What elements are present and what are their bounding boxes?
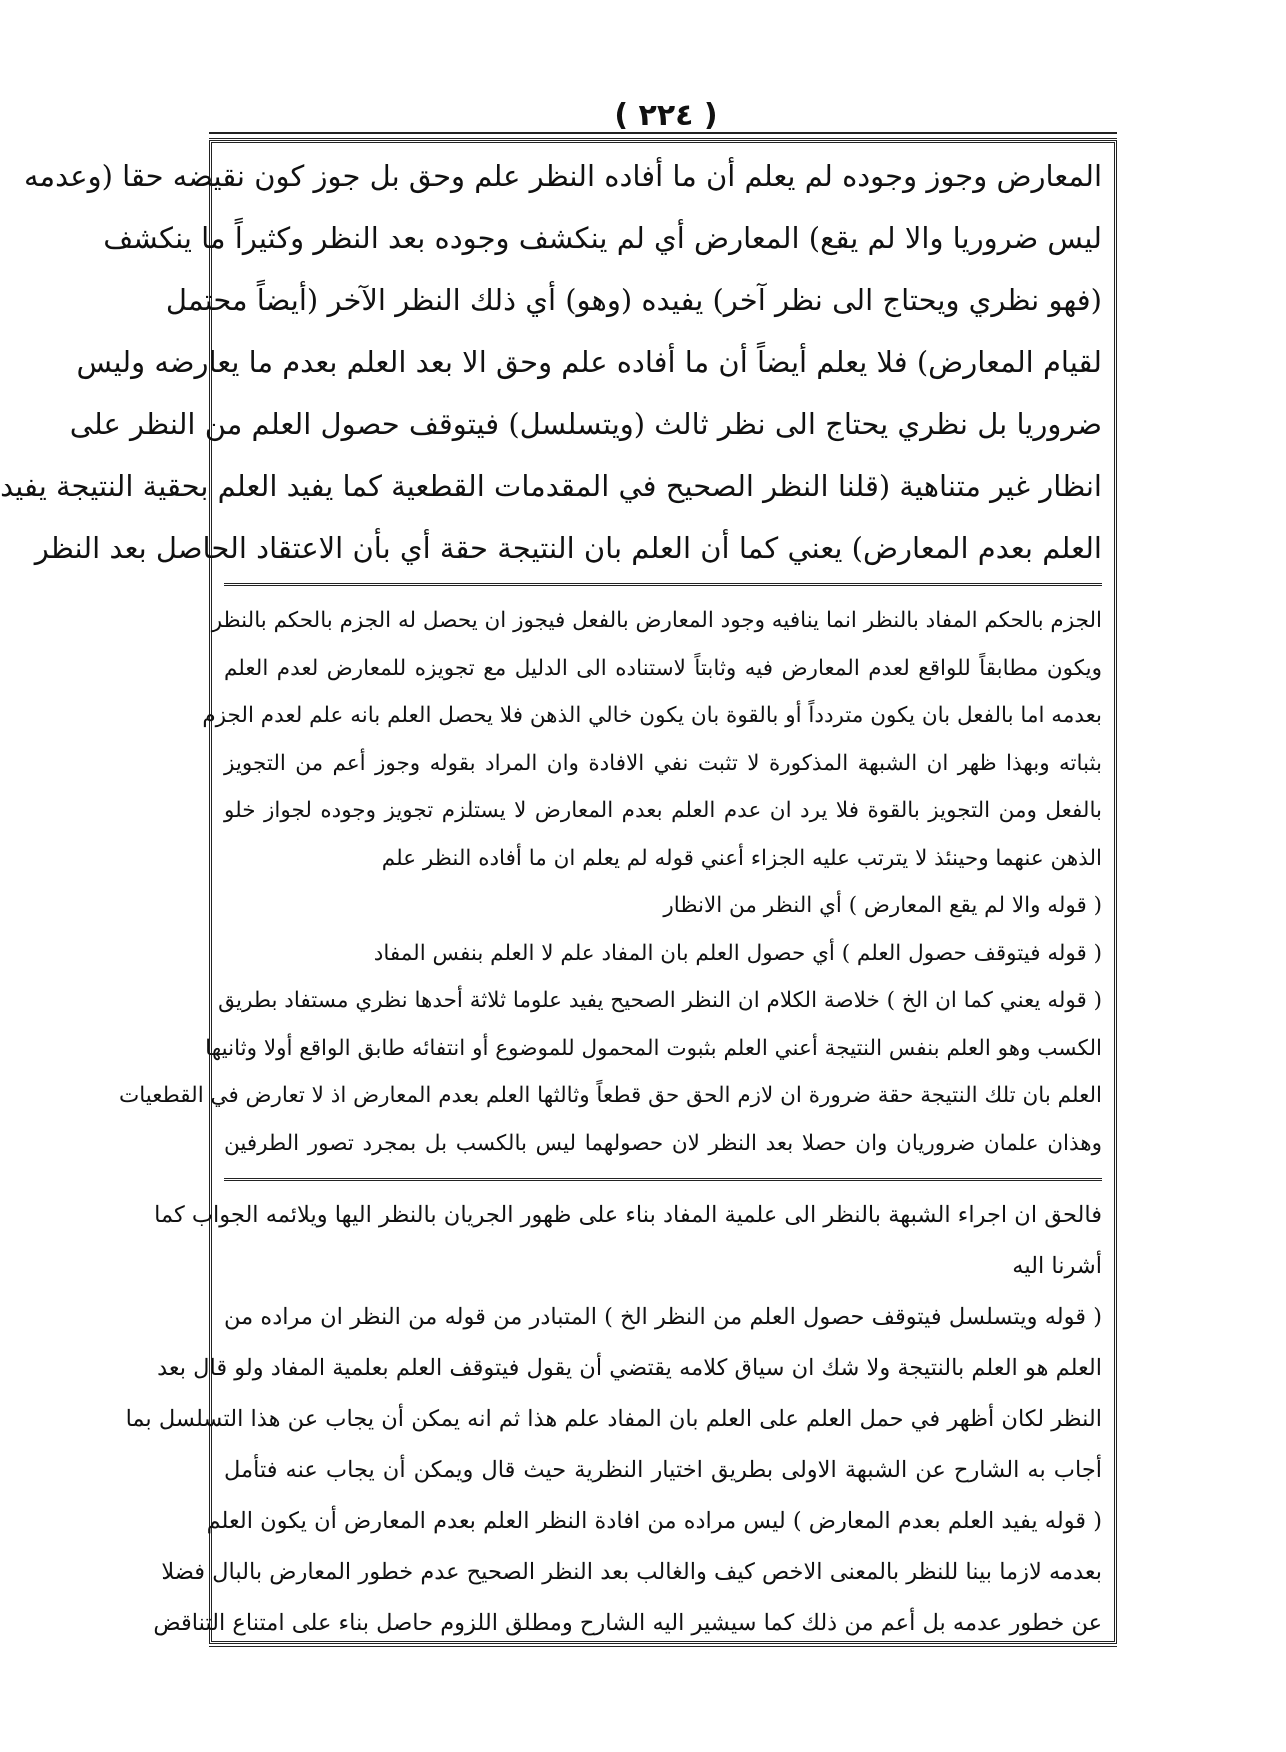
gloss2-text-line: العلم هو العلم بالنتيجة ولا شك ان سياق كلامه يقتضي أن يقول فيتوقف العلم بعلمية المفاد ولو قال بعد [157, 1355, 1102, 1381]
frame-top-rule [209, 132, 1117, 139]
main-text-line: ضروريا بل نظري يحتاج الى نظر ثالث (ويتسلسل) فيتوقف حصول العلم من النظر على [69, 407, 1102, 441]
gloss-text-line: الكسب وهو العلم بنفس النتيجة أعني العلم بثبوت المحمول للموضوع أو انتفائه طابق الواقع أولا وثانيها [205, 1035, 1102, 1061]
gloss2-text-line: عن خطور عدمه بل أعم من ذلك كما سيشير اليه الشارح ومطلق اللزوم حاصل بناء على امتناع التناقض [153, 1610, 1102, 1636]
gloss-text-line: ويكون مطابقاً للواقع لعدم المعارض فيه وثابتاً لاستناده الى الدليل مع تجويزه للمعارض لعدم العلم [224, 655, 1102, 681]
gloss-text-block [119, 597, 1102, 1167]
gloss2-text-line: أشرنا اليه [1012, 1253, 1102, 1279]
gloss-text-line: ( قوله والا لم يقع المعارض ) أي النظر من الانظار [663, 893, 1102, 918]
gloss2-text-line: فالحق ان اجراء الشبهة بالنظر الى علمية المفاد بناء على ظهور الجريان بالنظر اليها ويلائمه الجواب كما [154, 1202, 1102, 1228]
gloss2-text-block [125, 1190, 1102, 1649]
gloss-text-line: بالفعل ومن التجويز بالقوة فلا يرد ان عدم العلم بعدم المعارض لا يستلزم تجويز وجوده لجواز خلو [224, 798, 1102, 823]
main-text-line: المعارض وجوز وجوده لم يعلم أن ما أفاده النظر علم وحق بل جوز كون نقيضه حقا (وعدمه [24, 159, 1102, 193]
gloss-text-line: الجزم بالحكم المفاد بالنظر انما ينافيه وجود المعارض بالفعل فيجوز ان يحصل له الجزم بالحكم بالنظر [211, 608, 1102, 633]
gloss-text-line: ( قوله يعني كما ان الخ ) خلاصة الكلام ان النظر الصحيح يفيد علوما ثلاثة أحدها نظري مستفاد بطريق [218, 988, 1102, 1013]
gloss-text-line: وهذان علمان ضروريان وان حصلا بعد النظر لان حصولهما ليس بالكسب بل بمجرد تصور الطرفين [224, 1130, 1102, 1156]
gloss-text-line: بثباته وبهذا ظهر ان الشبهة المذكورة لا تثبت نفي الافادة وان المراد بقوله وجوز أعم من التجويز [224, 750, 1102, 776]
gloss2-text-line: ( قوله ويتسلسل فيتوقف حصول العلم من النظر الخ ) المتبادر من قوله من النظر ان مراده من [224, 1304, 1102, 1330]
main-text-line: العلم بعدم المعارض) يعني كما أن العلم بان النتيجة حقة أي بأن الاعتقاد الحاصل بعد النظر [34, 531, 1102, 565]
section-divider [224, 583, 1102, 588]
gloss2-text-line: النظر لكان أظهر في حمل العلم على العلم بان المفاد علم هذا ثم انه يمكن أن يجاب عن هذا التسلسل بما [125, 1406, 1102, 1432]
main-text-line: (فهو نظري ويحتاج الى نظر آخر) يفيده (وهو) أي ذلك النظر الآخر (أيضاً محتمل [165, 283, 1102, 317]
main-text-line: ليس ضروريا والا لم يقع) المعارض أي لم ينكشف وجوده بعد النظر وكثيراً ما ينكشف [103, 221, 1102, 255]
main-text-line: لقيام المعارض) فلا يعلم أيضاً أن ما أفاده علم وحق الا بعد العلم بعدم ما يعارضه وليس [76, 345, 1102, 379]
section-divider [224, 1178, 1102, 1183]
main-text-block [0, 145, 1102, 579]
gloss-text-line: ( قوله فيتوقف حصول العلم ) أي حصول العلم بان المفاد علم لا العلم بنفس المفاد [373, 940, 1102, 966]
main-text-line: انظار غير متناهية (قلنا النظر الصحيح في المقدمات القطعية كما يفيد العلم بحقية النتيجة يفيد [0, 469, 1102, 503]
gloss-text-line: الذهن عنهما وحينئذ لا يترتب عليه الجزاء أعني قوله لم يعلم ان ما أفاده النظر علم [381, 845, 1102, 871]
gloss2-text-line: أجاب به الشارح عن الشبهة الاولى بطريق اختيار النظرية حيث قال ويمكن أن يجاب عنه فتأمل [224, 1457, 1102, 1483]
gloss-text-line: بعدمه اما بالفعل بان يكون متردداً أو بالقوة بان يكون خالي الذهن فلا يحصل العلم بانه علم لعدم الجزم [202, 703, 1102, 728]
gloss2-text-line: بعدمه لازما بينا للنظر بالمعنى الاخص كيف والغالب بعد النظر الصحيح عدم خطور المعارض بالبال فضلا [161, 1559, 1102, 1585]
gloss2-text-line: ( قوله يفيد العلم بعدم المعارض ) ليس مراده من افادة النظر العلم بعدم المعارض أن يكون العلم [206, 1508, 1102, 1534]
page-number: ( ٢٢٤ ) [614, 98, 718, 133]
gloss-text-line: العلم بان تلك النتيجة حقة ضرورة ان لازم الحق حق قطعاً وثالثها العلم بعدم المعارض اذ لا تعارض في القطعيات [119, 1083, 1102, 1108]
